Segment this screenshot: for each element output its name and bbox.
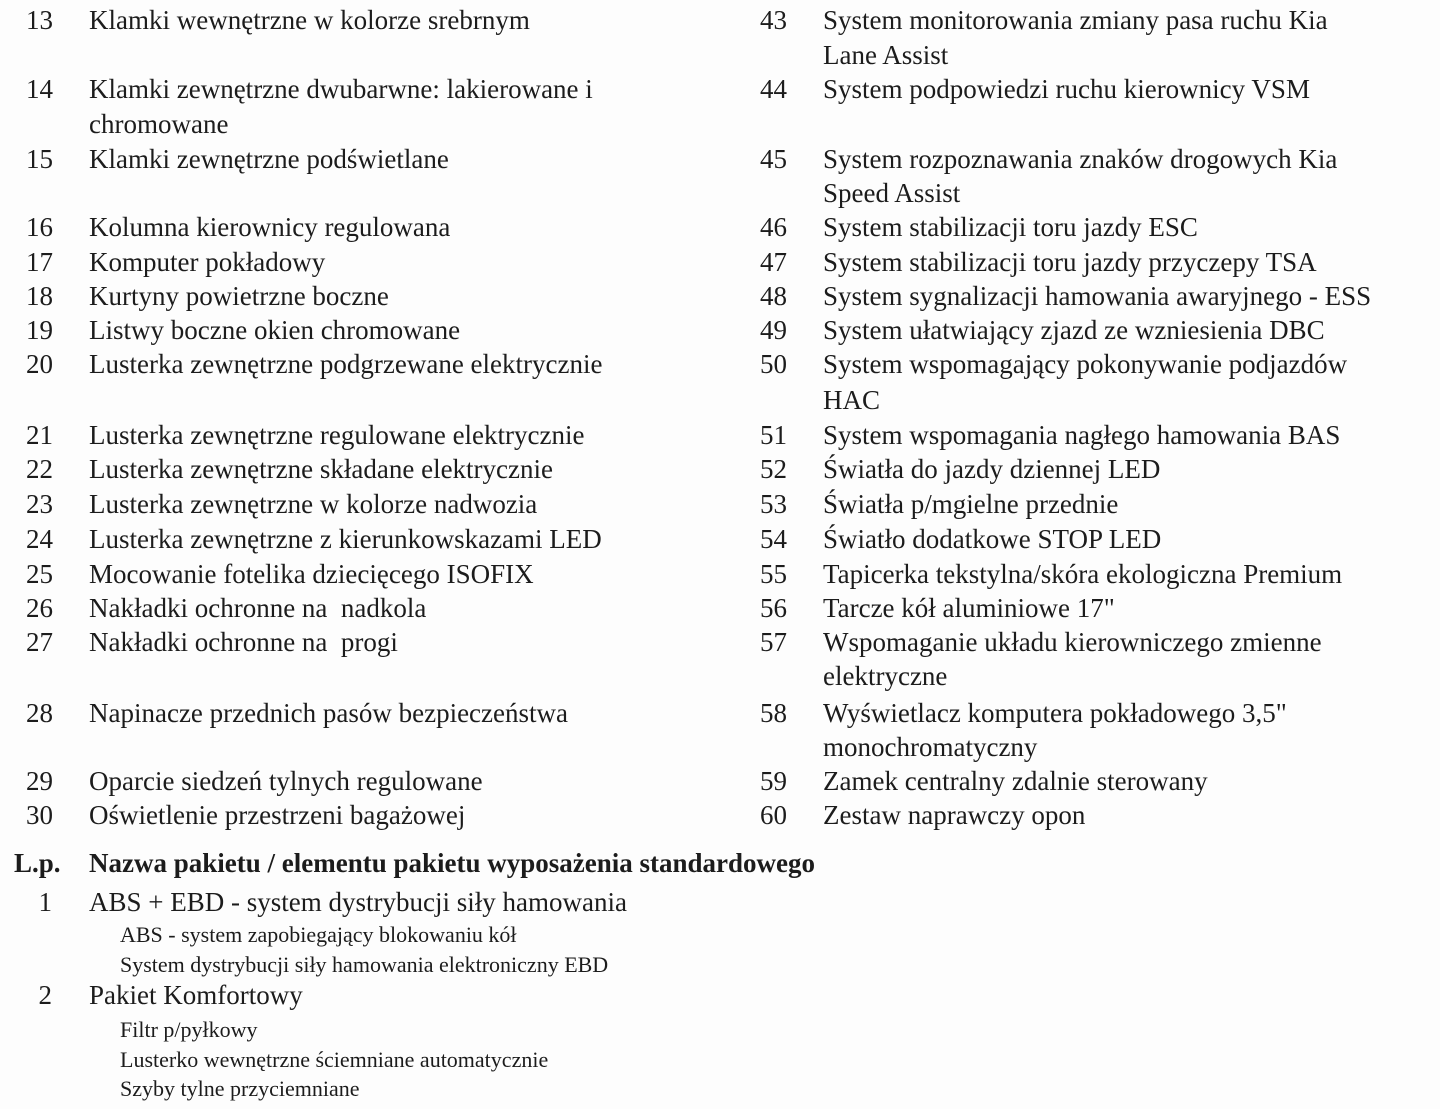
item-text-continued: elektryczne bbox=[823, 661, 948, 691]
item-number: 15 bbox=[26, 144, 53, 174]
item-text: Lusterka zewnętrzne podgrzewane elektrycznie bbox=[89, 349, 603, 379]
item-number: 22 bbox=[26, 454, 53, 484]
item-text: Światło dodatkowe STOP LED bbox=[823, 524, 1162, 554]
item-number: 21 bbox=[26, 420, 53, 450]
item-text: Tarcze kół aluminiowe 17" bbox=[823, 593, 1115, 623]
item-number: 19 bbox=[26, 315, 53, 345]
item-text: Lusterka zewnętrzne składane elektrycznie bbox=[89, 454, 553, 484]
item-number: 24 bbox=[26, 524, 53, 554]
item-number: 28 bbox=[26, 698, 53, 728]
item-text: System stabilizacji toru jazdy ESC bbox=[823, 212, 1198, 242]
item-text: System podpowiedzi ruchu kierownicy VSM bbox=[823, 74, 1310, 104]
package-name: ABS + EBD - system dystrybucji siły hamowania bbox=[89, 887, 627, 917]
item-text: Nakładki ochronne na progi bbox=[89, 627, 398, 657]
item-text: Klamki wewnętrzne w kolorze srebrnym bbox=[89, 5, 530, 35]
item-text: System wspomagania nagłego hamowania BAS bbox=[823, 420, 1341, 450]
item-text: System ułatwiający zjazd ze wzniesienia DBC bbox=[823, 315, 1325, 345]
item-number: 26 bbox=[26, 593, 53, 623]
item-text: Listwy boczne okien chromowane bbox=[89, 315, 461, 345]
package-element: ABS - system zapobiegający blokowaniu kół bbox=[120, 922, 517, 947]
item-text: Napinacze przednich pasów bezpieczeństwa bbox=[89, 698, 568, 728]
item-text: Nakładki ochronne na nadkola bbox=[89, 593, 427, 623]
package-element: Szyby tylne przyciemniane bbox=[120, 1076, 360, 1101]
item-number: 20 bbox=[26, 349, 53, 379]
item-text: Wyświetlacz komputera pokładowego 3,5" bbox=[823, 698, 1287, 728]
package-element: Filtr p/pyłkowy bbox=[120, 1017, 258, 1042]
item-number: 51 bbox=[760, 420, 787, 450]
item-text-continued: HAC bbox=[823, 385, 881, 415]
item-text: System stabilizacji toru jazdy przyczepy TSA bbox=[823, 247, 1317, 277]
column-header-lp: L.p. bbox=[14, 848, 61, 878]
package-element: System dystrybucji siły hamowania elektroniczny EBD bbox=[120, 952, 609, 977]
item-number: 16 bbox=[26, 212, 53, 242]
item-text: System rozpoznawania znaków drogowych Kia bbox=[823, 144, 1338, 174]
item-number: 50 bbox=[760, 349, 787, 379]
item-text: Kurtyny powietrzne boczne bbox=[89, 281, 389, 311]
item-number: 56 bbox=[760, 593, 787, 623]
item-text: Oświetlenie przestrzeni bagażowej bbox=[89, 800, 466, 830]
item-number: 17 bbox=[26, 247, 53, 277]
item-number: 45 bbox=[760, 144, 787, 174]
item-number: 60 bbox=[760, 800, 787, 830]
item-number: 52 bbox=[760, 454, 787, 484]
item-number: 57 bbox=[760, 627, 787, 657]
item-text: Światła p/mgielne przednie bbox=[823, 489, 1119, 519]
item-text: System monitorowania zmiany pasa ruchu Kia bbox=[823, 5, 1328, 35]
item-number: 58 bbox=[760, 698, 787, 728]
item-number: 27 bbox=[26, 627, 53, 657]
item-number: 30 bbox=[26, 800, 53, 830]
item-number: 13 bbox=[26, 5, 53, 35]
item-text: System wspomagający pokonywanie podjazdów bbox=[823, 349, 1348, 379]
item-text: Wspomaganie układu kierowniczego zmienne bbox=[823, 627, 1322, 657]
package-number: 1 bbox=[38, 887, 52, 917]
item-number: 59 bbox=[760, 766, 787, 796]
item-number: 53 bbox=[760, 489, 787, 519]
item-text: Lusterka zewnętrzne regulowane elektrycznie bbox=[89, 420, 585, 450]
item-text: Światła do jazdy dziennej LED bbox=[823, 454, 1161, 484]
item-text: Mocowanie fotelika dziecięcego ISOFIX bbox=[89, 559, 534, 589]
item-number: 23 bbox=[26, 489, 53, 519]
package-number: 2 bbox=[38, 980, 52, 1010]
item-number: 43 bbox=[760, 5, 787, 35]
item-number: 55 bbox=[760, 559, 787, 589]
item-text: Lusterka zewnętrzne w kolorze nadwozia bbox=[89, 489, 538, 519]
column-header-name: Nazwa pakietu / elementu pakietu wyposażenia standardowego bbox=[89, 848, 816, 878]
item-text: Lusterka zewnętrzne z kierunkowskazami LED bbox=[89, 524, 602, 554]
item-number: 49 bbox=[760, 315, 787, 345]
item-text-continued: Speed Assist bbox=[823, 178, 961, 208]
item-text: Oparcie siedzeń tylnych regulowane bbox=[89, 766, 483, 796]
item-text: Klamki zewnętrzne dwubarwne: lakierowane i bbox=[89, 74, 593, 104]
package-element: Lusterko wewnętrzne ściemniane automatycznie bbox=[120, 1047, 549, 1072]
item-number: 54 bbox=[760, 524, 787, 554]
item-number: 44 bbox=[760, 74, 787, 104]
item-text: Komputer pokładowy bbox=[89, 247, 326, 277]
item-number: 46 bbox=[760, 212, 787, 242]
item-text: Zamek centralny zdalnie sterowany bbox=[823, 766, 1208, 796]
package-name: Pakiet Komfortowy bbox=[89, 980, 303, 1010]
item-text: System sygnalizacji hamowania awaryjnego - ESS bbox=[823, 281, 1372, 311]
item-text-continued: monochromatyczny bbox=[823, 732, 1038, 762]
item-number: 48 bbox=[760, 281, 787, 311]
item-number: 47 bbox=[760, 247, 787, 277]
item-number: 25 bbox=[26, 559, 53, 589]
item-text-continued: chromowane bbox=[89, 109, 229, 139]
item-number: 29 bbox=[26, 766, 53, 796]
item-text: Tapicerka tekstylna/skóra ekologiczna Premium bbox=[823, 559, 1343, 589]
item-text: Klamki zewnętrzne podświetlane bbox=[89, 144, 449, 174]
item-text-continued: Lane Assist bbox=[823, 40, 949, 70]
item-text: Zestaw naprawczy opon bbox=[823, 800, 1086, 830]
item-number: 18 bbox=[26, 281, 53, 311]
item-number: 14 bbox=[26, 74, 53, 104]
item-text: Kolumna kierownicy regulowana bbox=[89, 212, 451, 242]
